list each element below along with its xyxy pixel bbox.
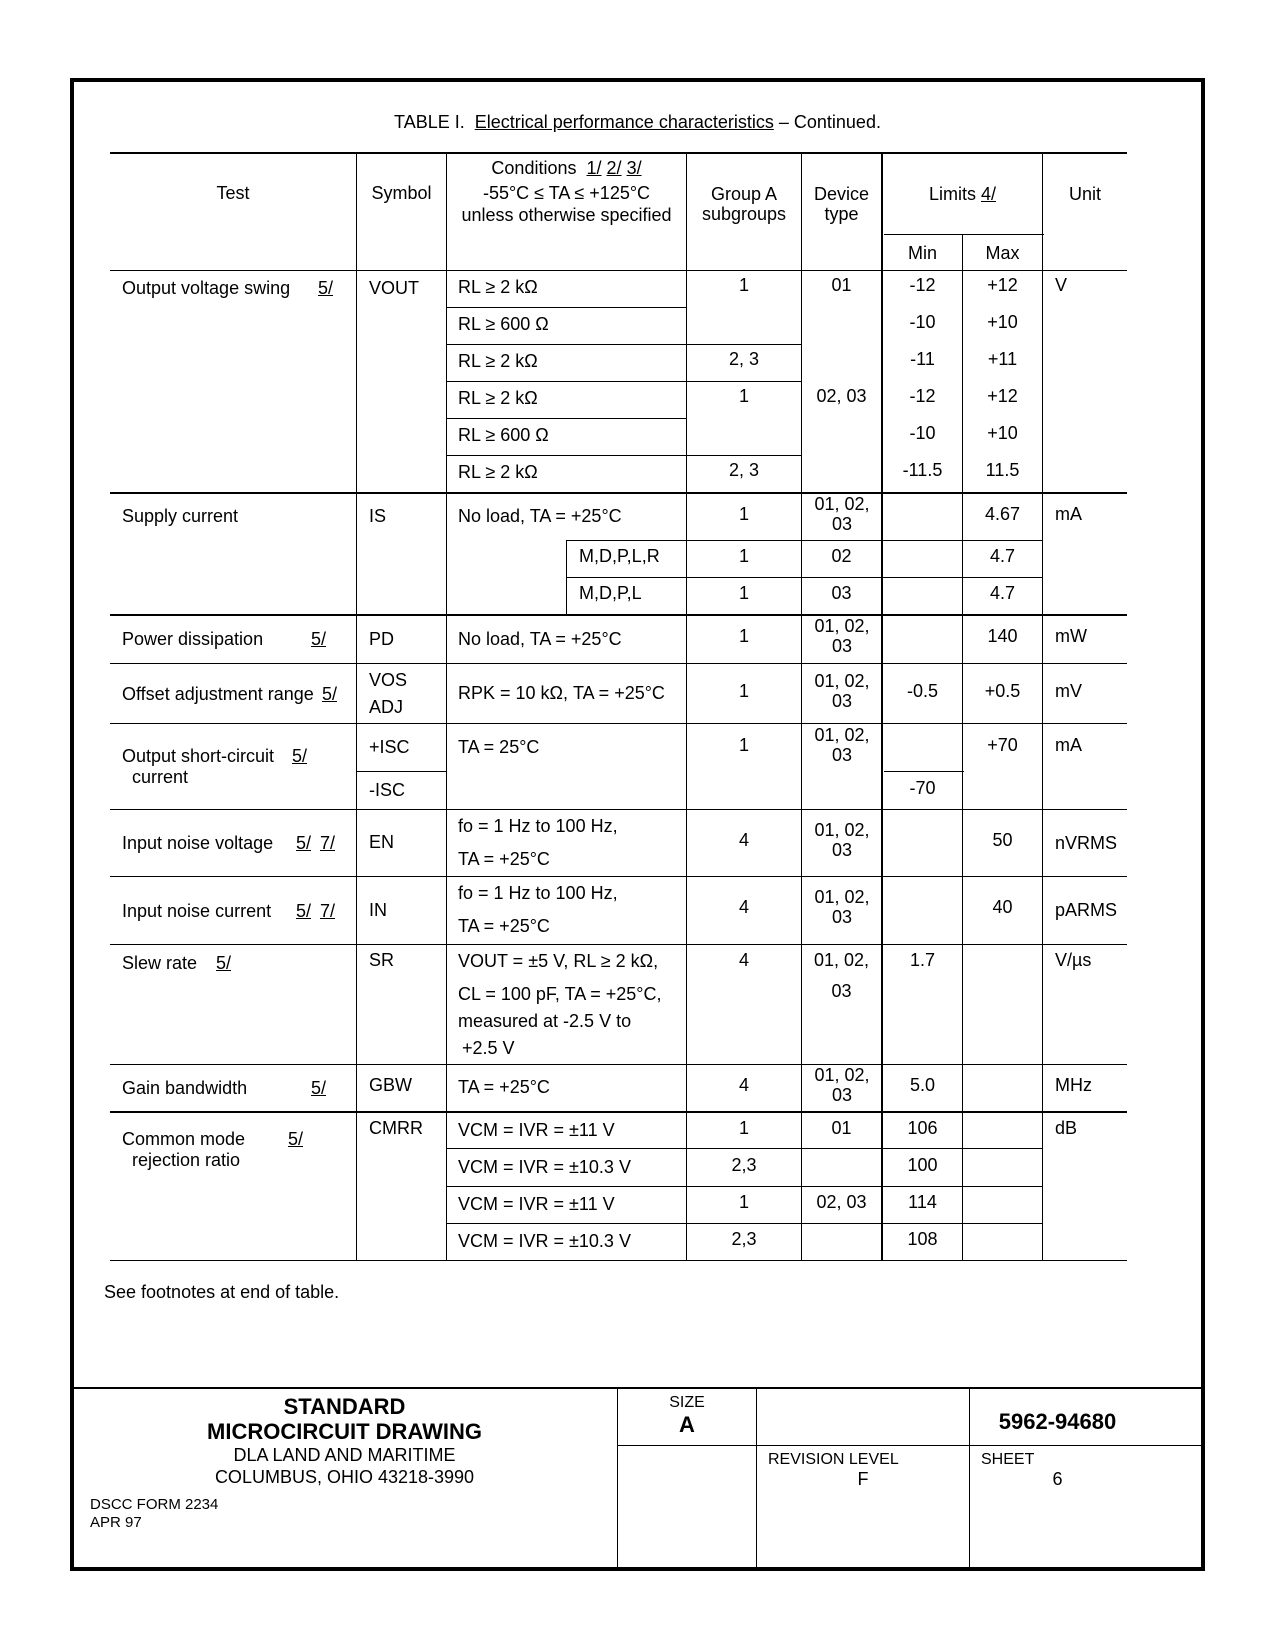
group: 1 bbox=[738, 386, 749, 406]
test-name: Power dissipation bbox=[122, 629, 264, 649]
header-group-a: Group A bbox=[710, 184, 778, 204]
footnote-ref-2: 7/ bbox=[320, 901, 336, 921]
condition: RL ≥ 600 Ω bbox=[458, 425, 549, 445]
symbol: VOS bbox=[369, 670, 408, 690]
device: 01, 02, 03 bbox=[814, 1065, 870, 1105]
min: -10 bbox=[909, 312, 936, 332]
max: +10 bbox=[987, 312, 1018, 332]
test-name: Input noise current bbox=[122, 901, 272, 921]
max: +11 bbox=[987, 349, 1018, 369]
unit: V/µs bbox=[1055, 950, 1092, 970]
group: 2,3 bbox=[731, 1229, 757, 1249]
condition: No load, TA = +25°C bbox=[458, 506, 622, 526]
footnote-ref: 5/ bbox=[311, 1078, 327, 1098]
condition: RL ≥ 2 kΩ bbox=[458, 277, 538, 297]
symbol-adj: ADJ bbox=[369, 697, 404, 717]
tb-revision-label: REVISION LEVEL bbox=[768, 1451, 899, 1468]
test-name-cont: current bbox=[132, 767, 189, 787]
unit: dB bbox=[1055, 1118, 1078, 1138]
max: +0.5 bbox=[984, 681, 1021, 701]
tb-microcircuit: MICROCIRCUIT DRAWING bbox=[207, 1419, 482, 1444]
max: +10 bbox=[987, 423, 1018, 443]
group: 1 bbox=[738, 626, 749, 646]
condition: TA = +25°C bbox=[458, 1077, 550, 1097]
condition: M,D,P,L,R bbox=[579, 546, 660, 566]
device: 02 bbox=[831, 546, 852, 566]
header-unless: unless otherwise specified bbox=[461, 205, 672, 225]
device: 01, 02, bbox=[813, 950, 870, 970]
min: -11 bbox=[910, 349, 935, 369]
min: 100 bbox=[907, 1155, 938, 1175]
footnote-ref: 5/ bbox=[296, 901, 312, 921]
device: 03 bbox=[831, 583, 852, 603]
max: +12 bbox=[987, 275, 1018, 295]
group: 1 bbox=[738, 583, 749, 603]
caption-prefix: TABLE I. bbox=[394, 112, 465, 132]
test-name: Input noise voltage bbox=[122, 833, 274, 853]
header-temp-range: -55°C ≤ TA ≤ +125°C bbox=[482, 183, 651, 203]
header-subgroups: subgroups bbox=[701, 204, 787, 224]
symbol: CMRR bbox=[369, 1118, 423, 1138]
header-limits: Limits 4/ bbox=[928, 184, 997, 204]
min: -10 bbox=[909, 423, 936, 443]
min: 106 bbox=[907, 1118, 938, 1138]
device: 02, 03 bbox=[816, 1192, 867, 1212]
tb-size-label: SIZE bbox=[669, 1394, 705, 1411]
group: 4 bbox=[738, 830, 749, 850]
footnote-ref: 5/ bbox=[296, 833, 312, 853]
unit: mV bbox=[1055, 681, 1082, 701]
symbol: IN bbox=[369, 900, 387, 920]
device: 01, 02, 03 bbox=[814, 616, 870, 656]
condition: VCM = IVR = ±10.3 V bbox=[458, 1157, 631, 1177]
footnote-ref: 5/ bbox=[216, 953, 232, 973]
min: 5.0 bbox=[909, 1075, 936, 1095]
test-name: Output voltage swing bbox=[122, 278, 291, 298]
max: 11.5 bbox=[985, 460, 1020, 480]
header-max: Max bbox=[985, 243, 1020, 263]
test-name: Gain bandwidth bbox=[122, 1078, 248, 1098]
group: 1 bbox=[738, 1192, 749, 1212]
condition-line: +2.5 V bbox=[462, 1038, 515, 1058]
group: 1 bbox=[738, 504, 749, 524]
test-name-cont: rejection ratio bbox=[132, 1150, 241, 1170]
device: 01, 02, 03 bbox=[814, 725, 870, 765]
tb-revision-value: F bbox=[857, 1469, 869, 1489]
condition: RPK = 10 kΩ, TA = +25°C bbox=[458, 683, 665, 703]
device: 02, 03 bbox=[816, 386, 867, 406]
test-name: Common mode bbox=[122, 1129, 246, 1149]
max: 140 bbox=[987, 626, 1018, 646]
unit: MHz bbox=[1055, 1075, 1092, 1095]
condition-line: VOUT = ±5 V, RL ≥ 2 kΩ, bbox=[458, 951, 659, 971]
header-type: type bbox=[824, 204, 859, 224]
group: 1 bbox=[738, 735, 749, 755]
symbol: IS bbox=[369, 506, 387, 526]
max: 50 bbox=[992, 830, 1013, 850]
caption-title: Electrical performance characteristics bbox=[474, 112, 774, 132]
symbol: +ISC bbox=[369, 737, 410, 757]
unit: mA bbox=[1055, 735, 1082, 755]
min: -70 bbox=[909, 778, 936, 798]
symbol-neg: -ISC bbox=[369, 780, 405, 800]
test-name: Offset adjustment range bbox=[122, 684, 314, 704]
tb-size-value: A bbox=[679, 1412, 695, 1437]
device: 01, 02, 03 bbox=[814, 671, 870, 711]
symbol: GBW bbox=[369, 1075, 412, 1095]
unit: mW bbox=[1055, 626, 1087, 646]
min: -11.5 bbox=[902, 460, 943, 480]
page-frame bbox=[70, 78, 1205, 1571]
unit: V bbox=[1055, 275, 1068, 295]
header-conditions: Conditions 1/ 2/ 3/ bbox=[491, 158, 642, 178]
tb-agency: DLA LAND AND MARITIME bbox=[233, 1445, 456, 1465]
footnote-ref: 5/ bbox=[288, 1129, 304, 1149]
group: 2, 3 bbox=[728, 460, 760, 480]
group: 4 bbox=[738, 897, 749, 917]
test-name: Supply current bbox=[122, 506, 239, 526]
condition-line: CL = 100 pF, TA = +25°C, bbox=[458, 984, 662, 1004]
tb-address: COLUMBUS, OHIO 43218-3990 bbox=[214, 1467, 475, 1487]
test-name: Slew rate bbox=[122, 953, 198, 973]
condition: RL ≥ 2 kΩ bbox=[458, 351, 538, 371]
table-caption bbox=[0, 112, 1275, 133]
header-symbol: Symbol bbox=[371, 183, 432, 203]
header-min: Min bbox=[907, 243, 937, 263]
condition: RL ≥ 2 kΩ bbox=[458, 462, 538, 482]
footnote-text: See footnotes at end of table. bbox=[104, 1282, 340, 1302]
device: 01, 02, 03 bbox=[814, 887, 870, 927]
max: +70 bbox=[987, 735, 1018, 755]
form-line-2: APR 97 bbox=[90, 1514, 142, 1531]
symbol: SR bbox=[369, 950, 395, 970]
condition: VCM = IVR = ±11 V bbox=[458, 1194, 615, 1214]
max: 4.67 bbox=[984, 504, 1021, 524]
group: 1 bbox=[738, 681, 749, 701]
min: 1.7 bbox=[909, 950, 936, 970]
condition-2: TA = +25°C bbox=[458, 916, 550, 936]
condition-2: TA = +25°C bbox=[458, 849, 550, 869]
tb-document-number: 5962-94680 bbox=[998, 1409, 1117, 1434]
form-number bbox=[90, 1496, 218, 1532]
device-cont: 03 bbox=[831, 981, 852, 1001]
group: 4 bbox=[738, 950, 749, 970]
tb-sheet-label: SHEET bbox=[981, 1451, 1035, 1468]
min: -12 bbox=[909, 386, 936, 406]
min: 114 bbox=[908, 1192, 937, 1212]
footnote-ref-2: 7/ bbox=[320, 833, 336, 853]
condition: No load, TA = +25°C bbox=[458, 629, 622, 649]
condition: VCM = IVR = ±11 V bbox=[458, 1120, 615, 1140]
max: 4.7 bbox=[989, 546, 1016, 566]
header-unit: Unit bbox=[1068, 184, 1101, 204]
group: 1 bbox=[738, 275, 749, 295]
device: 01, 02, 03 bbox=[814, 820, 870, 860]
form-line-1: DSCC FORM 2234 bbox=[90, 1496, 219, 1513]
min: -12 bbox=[909, 275, 936, 295]
device: 01 bbox=[831, 275, 852, 295]
max: +12 bbox=[987, 386, 1018, 406]
symbol: VOUT bbox=[369, 278, 420, 298]
condition: VCM = IVR = ±10.3 V bbox=[458, 1231, 631, 1251]
footnote-ref: 5/ bbox=[322, 684, 338, 704]
condition: fo = 1 Hz to 100 Hz, bbox=[458, 816, 618, 836]
condition: fo = 1 Hz to 100 Hz, bbox=[458, 883, 618, 903]
tb-sheet-value: 6 bbox=[1052, 1469, 1063, 1489]
condition: TA = 25°C bbox=[458, 737, 540, 757]
group: 2,3 bbox=[731, 1155, 757, 1175]
condition: RL ≥ 600 Ω bbox=[458, 314, 549, 334]
group: 4 bbox=[738, 1075, 749, 1095]
footnote-ref: 5/ bbox=[292, 746, 308, 766]
unit: pARMS bbox=[1055, 900, 1118, 920]
min: 108 bbox=[907, 1229, 938, 1249]
device: 01 bbox=[831, 1118, 852, 1138]
symbol: EN bbox=[369, 832, 395, 852]
unit: mA bbox=[1055, 504, 1082, 524]
group: 2, 3 bbox=[728, 349, 760, 369]
condition: RL ≥ 2 kΩ bbox=[458, 388, 538, 408]
min: -0.5 bbox=[906, 681, 939, 701]
condition: M,D,P,L bbox=[579, 583, 642, 603]
device: 01, 02, 03 bbox=[814, 494, 870, 534]
max: 40 bbox=[992, 897, 1013, 917]
tb-standard: STANDARD bbox=[283, 1394, 406, 1419]
header-test: Test bbox=[216, 183, 250, 203]
caption-suffix: – Continued. bbox=[778, 112, 881, 132]
group: 1 bbox=[738, 546, 749, 566]
unit: nVRMS bbox=[1055, 833, 1118, 853]
footnote-ref: 5/ bbox=[311, 629, 327, 649]
test-name: Output short-circuit bbox=[122, 746, 275, 766]
footnote-ref: 5/ bbox=[318, 278, 334, 298]
header-device: Device bbox=[813, 184, 870, 204]
max: 4.7 bbox=[989, 583, 1016, 603]
group: 1 bbox=[738, 1118, 749, 1138]
condition-line: measured at -2.5 V to bbox=[458, 1011, 632, 1031]
symbol: PD bbox=[369, 629, 395, 649]
